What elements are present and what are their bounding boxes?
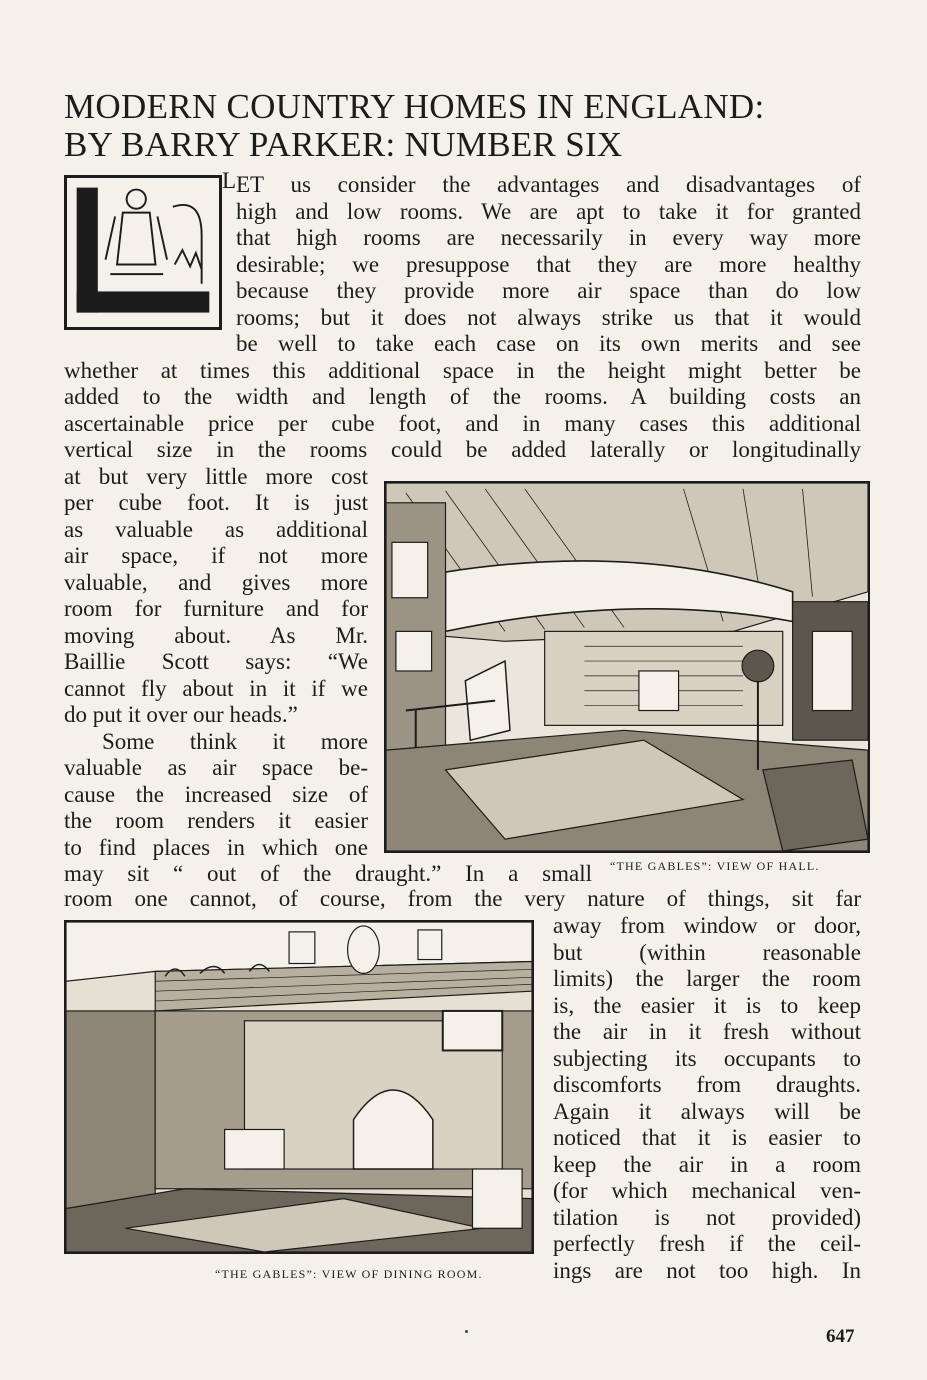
text-line: Some think it more xyxy=(102,729,368,754)
text-line: that high rooms are necessarily in every way more xyxy=(236,225,861,250)
text-line: rooms; but it does not always strike us that it would xyxy=(236,305,861,330)
text-line: Baillie Scott says: “We xyxy=(64,649,368,674)
text-line: away from window or door, xyxy=(553,913,861,938)
text-line: valuable, and gives more xyxy=(64,570,368,595)
text-line: but (within reasonable xyxy=(553,940,861,965)
text-line: the room renders it easier xyxy=(64,808,368,833)
text-line: the air in it fresh without xyxy=(553,1019,861,1044)
text-line: as valuable as additional xyxy=(64,517,368,542)
text-line: vertical size in the rooms could be added laterally or longitudinally xyxy=(64,437,861,462)
text-line: Again it always will be xyxy=(553,1099,861,1124)
hall-drawing-icon xyxy=(386,483,868,851)
dining-room-illustration xyxy=(64,920,534,1254)
text-line: subjecting its occupants to xyxy=(553,1046,861,1071)
hall-illustration xyxy=(384,481,870,853)
text-line: valuable as air space be- xyxy=(64,755,368,780)
text-line: moving about. As Mr. xyxy=(64,623,368,648)
text-line: desirable; we presuppose that they are more healthy xyxy=(236,252,861,277)
dropcap-letter: L xyxy=(222,168,237,193)
title-line-2: BY BARRY PARKER: NUMBER SIX xyxy=(64,125,623,164)
text-line: tilation is not provided) xyxy=(553,1205,861,1230)
text-line: ascertainable price per cube foot, and in many cases this additional xyxy=(64,411,861,436)
text-line: high and low rooms. We are apt to take it for granted xyxy=(236,199,861,224)
text-line: (for which mechanical ven- xyxy=(553,1178,861,1203)
text-line: room for furniture and for xyxy=(64,596,368,621)
text-line: cause the increased size of xyxy=(64,782,368,807)
text-line: be well to take each case on its own merits and see xyxy=(236,331,861,356)
text-line: cannot fly about in it if we xyxy=(64,676,368,701)
dining-drawing-icon xyxy=(66,922,532,1252)
text-line: perfectly fresh if the ceil- xyxy=(553,1231,861,1256)
text-line: discomforts from draughts. xyxy=(553,1072,861,1097)
text-line: keep the air in a room xyxy=(553,1152,861,1177)
text-line: ET us consider the advantages and disadvantages of xyxy=(236,172,861,197)
dropcap-figure-icon xyxy=(67,178,219,327)
hall-caption: “THE GABLES”: VIEW OF HALL. xyxy=(610,859,820,873)
text-line: ings are not too high. In xyxy=(553,1258,861,1283)
text-line: do put it over our heads.” xyxy=(64,702,298,727)
text-line: because they provide more air space than do low xyxy=(236,278,861,303)
text-line: limits) the larger the room xyxy=(553,966,861,991)
text-line: room one cannot, of course, from the very nature of things, sit far xyxy=(64,886,861,911)
text-line: may sit “ out of the draught.” In a small xyxy=(64,861,592,886)
text-line: noticed that it is easier to xyxy=(553,1125,861,1150)
text-line: at but very little more cost xyxy=(64,464,368,489)
text-line: is, the easier it is to keep xyxy=(553,993,861,1018)
title-line-1: MODERN COUNTRY HOMES IN ENGLAND: xyxy=(64,87,765,126)
article-title xyxy=(64,88,874,164)
dining-caption: “THE GABLES”: VIEW OF DINING ROOM. xyxy=(215,1267,483,1281)
dropcap-illustration xyxy=(64,175,222,330)
text-line: whether at times this additional space in the height might better be xyxy=(64,358,861,383)
text-line: to find places in which one xyxy=(64,835,368,860)
text-line: air space, if not more xyxy=(64,543,368,568)
text-line: per cube foot. It is just xyxy=(64,490,368,515)
page-number: 647 xyxy=(826,1326,855,1347)
ink-dot xyxy=(465,1330,468,1333)
text-line: added to the width and length of the rooms. A building costs an xyxy=(64,384,861,409)
